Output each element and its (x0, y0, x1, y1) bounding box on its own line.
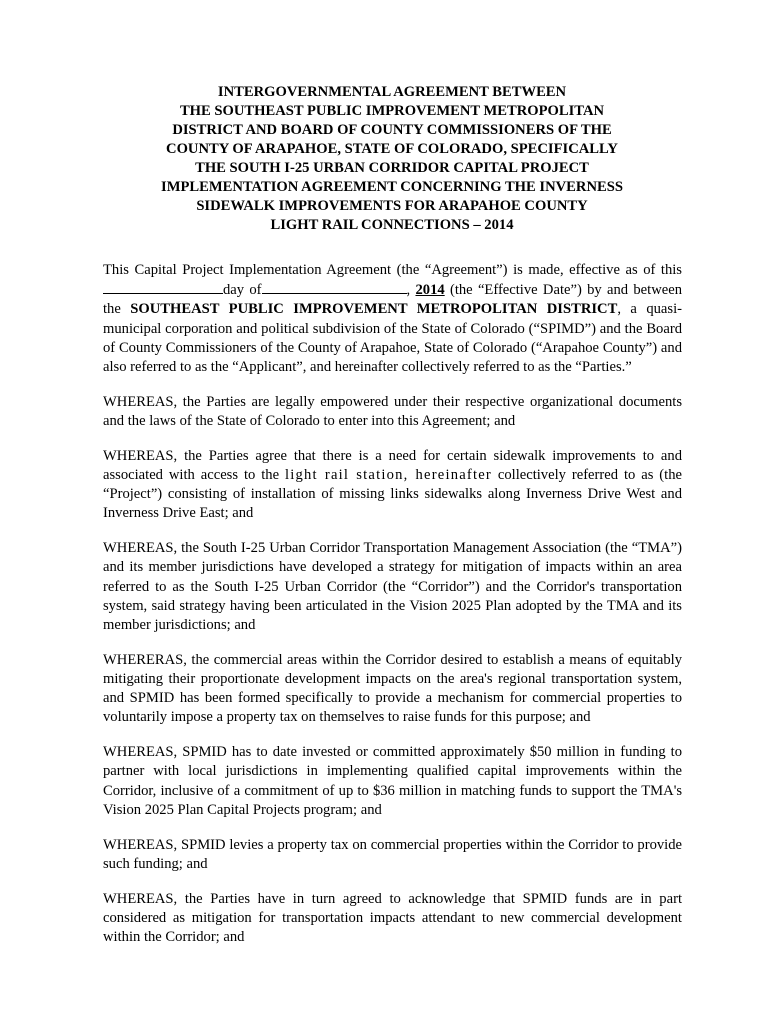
month-blank (262, 280, 407, 294)
intro-day-of: day of (223, 282, 262, 299)
title-line-3: DISTRICT AND BOARD OF COUNTY COMMISSIONERS OF THE (172, 122, 612, 138)
title-line-8: LIGHT RAIL CONNECTIONS – 2014 (270, 217, 514, 233)
intro-text-1: This Capital Project Implementation Agreement (the “Agreement”) is made, effective as of this (103, 262, 682, 278)
whereas-paragraph-4: WHERERAS, the commercial areas within the Corridor desired to establish a means of equitably mitigating their proportionate development impacts on the area's regional transportation system, and SPMID has been formed specifically to provide a mechanism for commercial properties to voluntarily impose a property tax on themselves to raise funds for this purpose; and (103, 651, 682, 726)
intro-comma: , (406, 282, 416, 299)
whereas-2-text-c: collectively referred to as (the “Project”) consisting of installation of missing links sidewalks along Inverness Drive West and Inverness Drive East; and (103, 467, 683, 522)
day-blank (103, 280, 223, 294)
intro-text-2: (the “Effective Date”) by and between the (103, 282, 682, 318)
intro-year: 2014 (415, 282, 445, 299)
title-line-2: THE SOUTHEAST PUBLIC IMPROVEMENT METROPOLITAN (179, 103, 605, 119)
document-title (100, 83, 684, 235)
intro-text-3: , a quasi-municipal corporation and political subdivision of the State of Colorado (“SPIMD”) and the Board of County Commissioners of the County of Arapahoe, State of Colorado (“Arapahoe County”) and also referred to as the “Applicant”, and hereinafter collectively referred to as the “Parties.” (103, 301, 682, 376)
whereas-2-text-a: WHEREAS, the Parties agree that there is a need for certain sidewalk improvements to and associated with access to the (103, 447, 682, 484)
whereas-paragraph-5: WHEREAS, SPMID has to date invested or committed approximately $50 million in funding to partner with local jurisdictions in implementing qualified capital improvements within the Corridor, inclusive of a commitment of up to $36 million in matching funds to support the TMA's Vision 2025 Plan Capital Projects program; and (103, 744, 682, 818)
title-line-4: COUNTY OF ARAPAHOE, STATE OF COLORADO, SPECIFICALLY (166, 141, 618, 157)
intro-district-name: SOUTHEAST PUBLIC IMPROVEMENT METROPOLITAN DISTRICT (130, 301, 618, 318)
title-line-5: THE SOUTH I-25 URBAN CORRIDOR CAPITAL PROJECT (195, 160, 589, 176)
whereas-paragraph-7: WHEREAS, the Parties have in turn agreed to acknowledge that SPMID funds are in part considered as mitigation for transportation impacts attendant to new commercial development within the Corridor; and (103, 890, 682, 946)
whereas-paragraph-3: WHEREAS, the South I-25 Urban Corridor Transportation Management Association (the “TMA”) and its member jurisdictions have developed a strategy for mitigation of impacts within an area referred to as the South I-25 Urban Corridor (the “Corridor”) and the Corridor's transportation system, said strategy having been articulated in the Vision 2025 Plan adopted by the TMA and its member jurisdictions; and (103, 540, 682, 634)
whereas-paragraph-6: WHEREAS, SPMID levies a property tax on commercial properties within the Corridor to provide such funding; and (103, 836, 682, 872)
title-line-6: IMPLEMENTATION AGREEMENT CONCERNING THE INVERNESS (161, 179, 623, 195)
title-line-1: INTERGOVERNMENTAL AGREEMENT BETWEEN (217, 84, 567, 100)
whereas-paragraph-2 (103, 447, 682, 524)
whereas-2-text-b: light rail station, hereinafter (285, 467, 492, 484)
title-line-7: SIDEWALK IMPROVEMENTS FOR ARAPAHOE COUNTY (196, 198, 588, 214)
document-body (103, 261, 682, 963)
intro-paragraph (103, 261, 682, 377)
whereas-paragraph-1: WHEREAS, the Parties are legally empowered under their respective organizational documents and the laws of the State of Colorado to enter into this Agreement; and (103, 393, 682, 430)
